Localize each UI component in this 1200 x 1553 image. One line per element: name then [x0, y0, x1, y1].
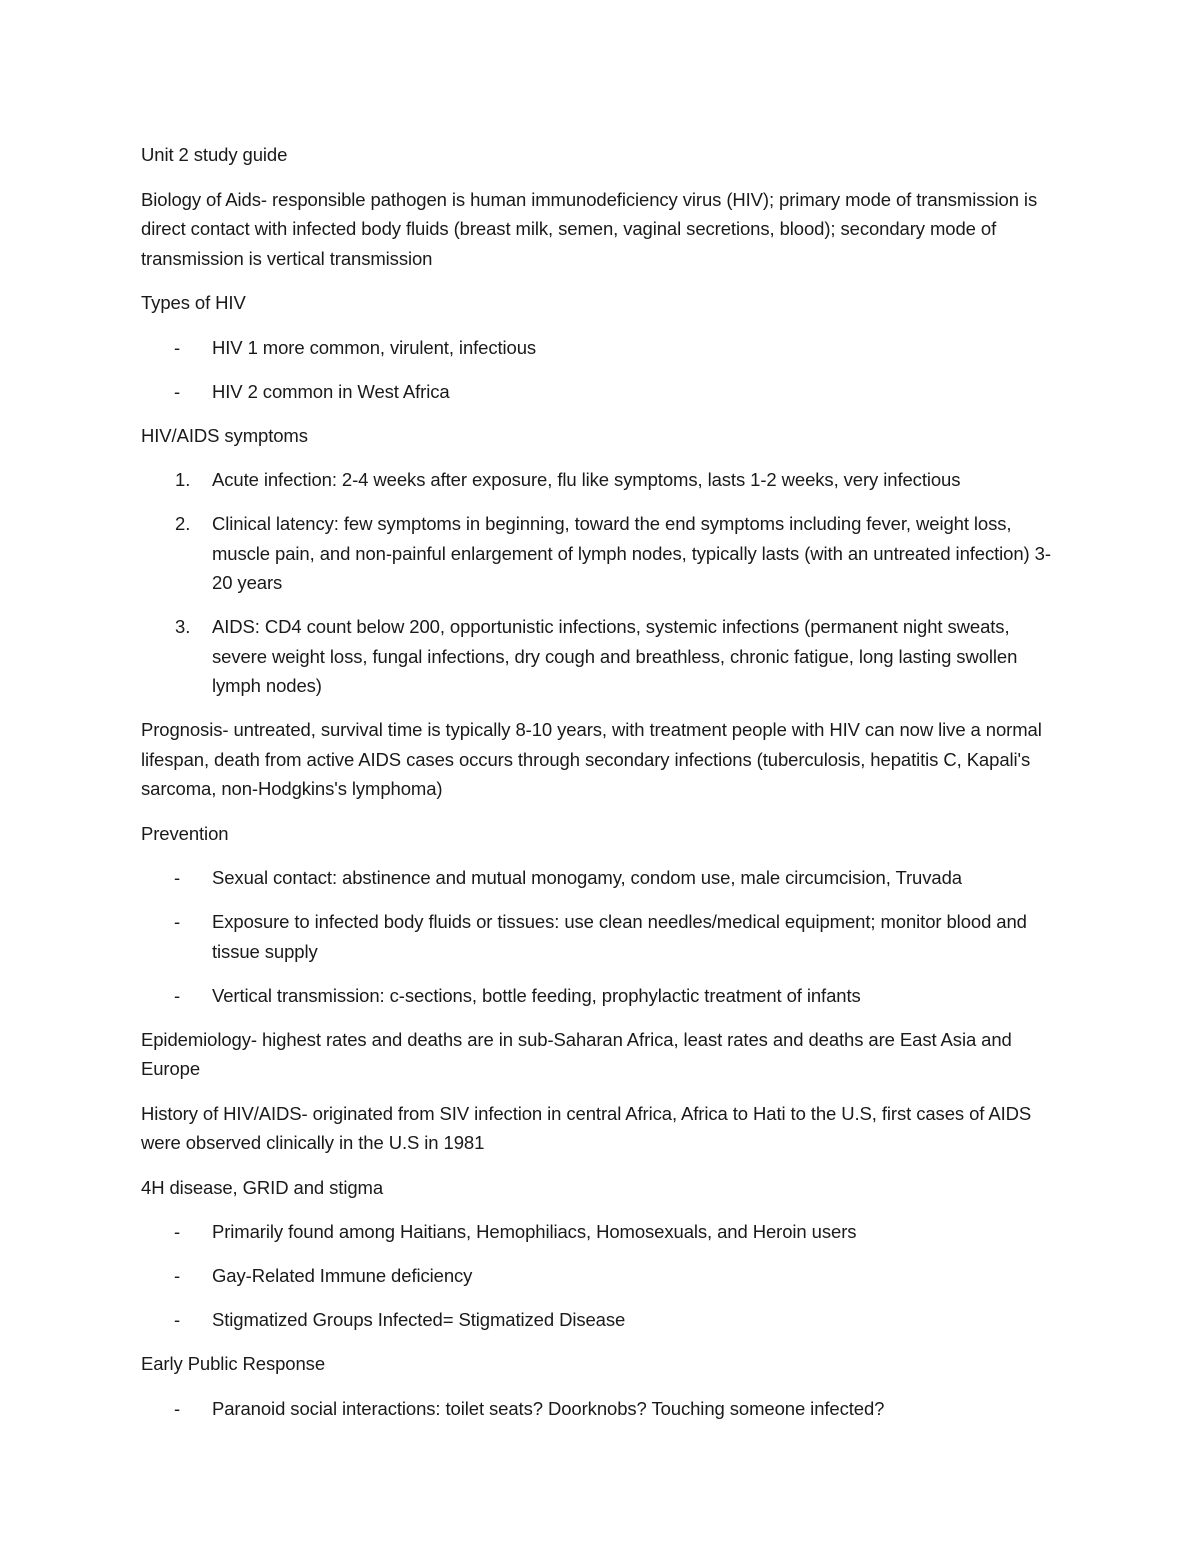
list-item-text: Acute infection: 2-4 weeks after exposure, flu like symptoms, lasts 1-2 weeks, very infectious [212, 469, 961, 490]
list-item-text: HIV 2 common in West Africa [212, 380, 450, 402]
list-item-text: AIDS: CD4 count below 200, opportunistic infections, systemic infections (permanent night sweats, severe weight loss, fungal infections, dry cough and breathless, chronic fatigue, long lasting swollen lymph nodes) [212, 616, 1018, 696]
list-item [141, 377, 1061, 407]
list-item-text: Paranoid social interactions: toilet seats? Doorknobs? Touching someone infected? [212, 1397, 885, 1419]
dash-bullet: - [174, 911, 181, 932]
dash-bullet: - [174, 1397, 181, 1419]
dash-bullet: - [174, 380, 181, 402]
list-item [141, 863, 1061, 893]
stigma-list [141, 1217, 1061, 1335]
list-number: 1. [175, 469, 191, 490]
dash-bullet: - [174, 1221, 181, 1242]
dash-bullet: - [174, 1309, 181, 1330]
symptoms-heading: HIV/AIDS symptoms [141, 424, 308, 446]
list-item-text: Stigmatized Groups Infected= Stigmatized Disease [212, 1309, 626, 1330]
history-paragraph: History of HIV/AIDS- originated from SIV infection in central Africa, Africa to Hati to the U.S, first cases of AIDS were observed clinically in the U.S in 1981 [141, 1102, 1032, 1153]
list-number: 2. [175, 513, 191, 534]
prognosis-paragraph: Prognosis- untreated, survival time is typically 8-10 years, with treatment people with HIV can now live a normal lifespan, death from active AIDS cases occurs through secondary infections (tuberculosis, hepatitis C, Kapali's sarcoma, non-Hodgkins's lymphoma) [141, 719, 1042, 799]
list-item [141, 465, 1061, 495]
list-item [141, 1261, 1061, 1291]
list-item-text: Primarily found among Haitians, Hemophiliacs, Homosexuals, and Heroin users [212, 1221, 857, 1242]
list-item-text: HIV 1 more common, virulent, infectious [212, 336, 537, 358]
document-title: Unit 2 study guide [141, 144, 288, 165]
dash-bullet: - [174, 984, 181, 1006]
stigma-heading: 4H disease, GRID and stigma [141, 1176, 384, 1198]
list-item [141, 1394, 1061, 1424]
list-item [141, 333, 1061, 363]
response-heading: Early Public Response [141, 1353, 326, 1374]
response-list [141, 1394, 1061, 1424]
list-item-text: Vertical transmission: c-sections, bottle feeding, prophylactic treatment of infants [212, 984, 861, 1006]
list-item-text: Exposure to infected body fluids or tissues: use clean needles/medical equipment; monitor blood and tissue supply [212, 911, 1027, 962]
list-item [141, 907, 1061, 966]
epidemiology-paragraph: Epidemiology- highest rates and deaths are in sub-Saharan Africa, least rates and deaths are East Asia and Europe [141, 1028, 1012, 1079]
list-item [141, 981, 1061, 1011]
list-item-text: Sexual contact: abstinence and mutual monogamy, condom use, male circumcision, Truvada [212, 867, 962, 888]
dash-bullet: - [174, 336, 181, 358]
list-item [141, 612, 1061, 701]
types-list [141, 333, 1061, 407]
symptoms-list [141, 465, 1061, 701]
list-number: 3. [175, 616, 191, 637]
list-item-text: Gay-Related Immune deficiency [212, 1265, 473, 1286]
list-item [141, 1305, 1061, 1335]
document-body [141, 140, 1061, 1438]
dash-bullet: - [174, 1265, 181, 1286]
prevention-heading: Prevention [141, 822, 229, 844]
types-heading: Types of HIV [141, 292, 246, 313]
biology-paragraph: Biology of Aids- responsible pathogen is human immunodeficiency virus (HIV); primary mode of transmission is direct contact with infected body fluids (breast milk, semen, vaginal secretions, blood); secondary mode of transmission is vertical transmission [141, 188, 1038, 269]
list-item [141, 509, 1061, 598]
prevention-list [141, 863, 1061, 1010]
list-item-text: Clinical latency: few symptoms in beginning, toward the end symptoms including fever, weight loss, muscle pain, and non-painful enlargement of lymph nodes, typically lasts (with an untreated infection) 3-20 years [212, 513, 1051, 593]
list-item [141, 1217, 1061, 1247]
dash-bullet: - [174, 867, 181, 888]
